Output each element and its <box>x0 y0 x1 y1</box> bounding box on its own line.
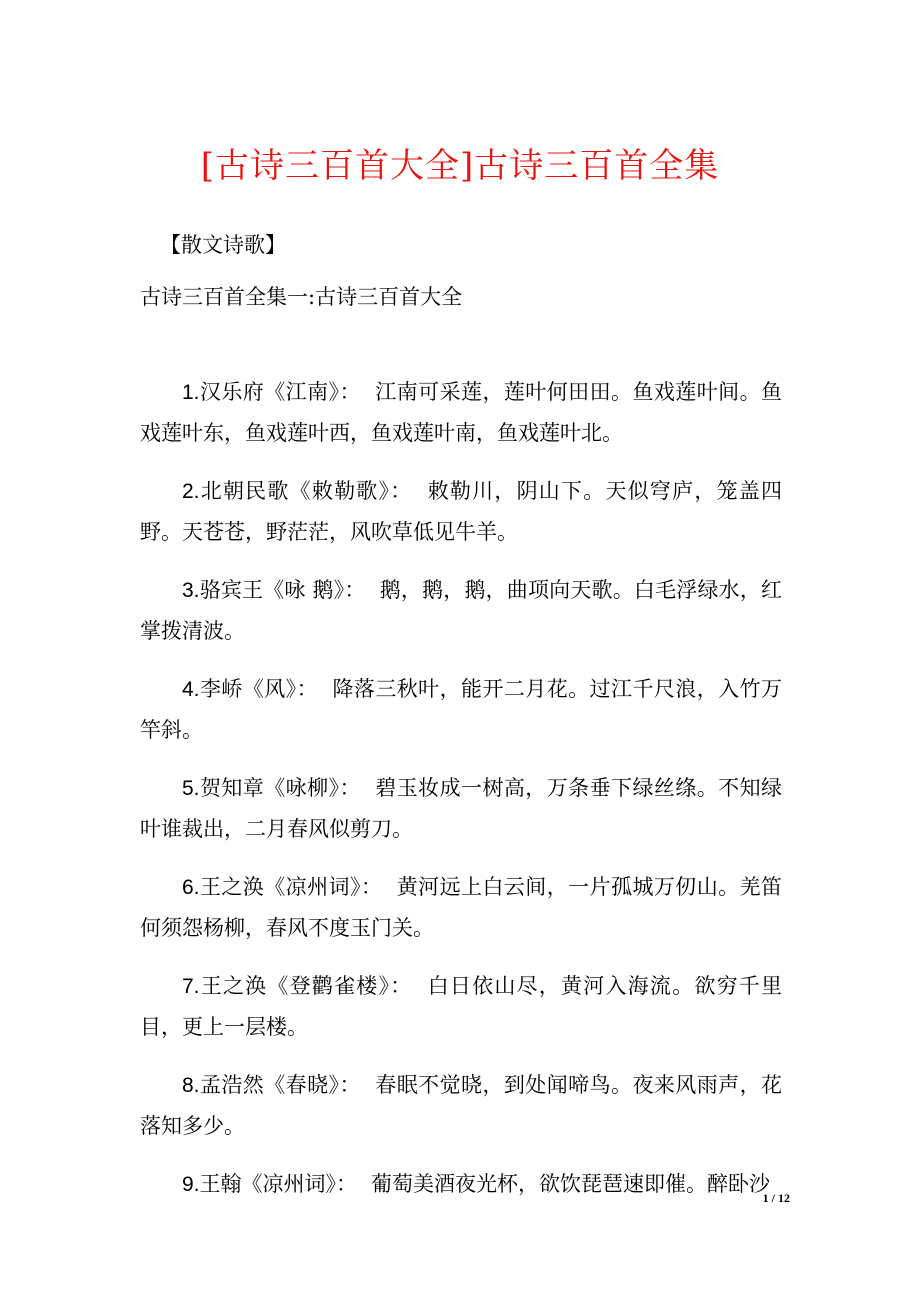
poem-number: 9. <box>182 1173 200 1196</box>
poem-work-title: 《江南》： <box>264 380 361 404</box>
poem-work-title: 《咏 鹅》： <box>263 578 366 602</box>
poem-text: 黄河远上白云间，一片孤城万仞山。羌笛何须怨杨柳，春风不度玉门关。 <box>140 875 783 940</box>
poem-work-title: 《敕勒歌》： <box>289 479 413 503</box>
poem-item <box>140 966 782 1047</box>
poem-work-title: 《风》： <box>242 677 319 701</box>
poem-author: 李峤 <box>199 677 243 701</box>
page-number: 1 / 12 <box>762 1191 790 1205</box>
poem-number: 5. <box>182 777 200 800</box>
poem-item <box>140 372 782 453</box>
poem-text: 葡萄美酒夜光杯，欲饮琵琶速即催。醉卧沙 <box>371 1172 771 1196</box>
poem-item <box>140 867 782 948</box>
category-tag: 【散文诗歌】 <box>160 233 286 257</box>
poem-text: 春眠不觉晓，到处闻啼鸟。夜来风雨声，花落知多少。 <box>140 1073 783 1138</box>
poem-author: 骆宾王 <box>199 578 264 602</box>
poem-number: 6. <box>182 876 200 899</box>
poem-author: 北朝民歌 <box>199 479 290 503</box>
poem-number: 4. <box>182 678 200 701</box>
poem-author: 王之涣 <box>199 974 268 998</box>
document-title: [古诗三百首大全]古诗三百首全集 <box>200 146 720 186</box>
poem-item <box>140 570 782 651</box>
poem-author: 贺知章 <box>199 776 265 800</box>
poem-number: 3. <box>182 579 200 602</box>
poem-number: 8. <box>182 1074 200 1097</box>
poem-list <box>140 372 782 1223</box>
poem-text: 白日依山尽，黄河入海流。欲穷千里目，更上一层楼。 <box>140 974 783 1039</box>
poem-work-title: 《春晓》： <box>264 1073 361 1097</box>
document-subtitle: 古诗三百首全集一:古诗三百首大全 <box>140 285 463 309</box>
poem-author: 王之涣 <box>199 875 265 899</box>
poem-item <box>140 471 782 552</box>
poem-author: 孟浩然 <box>199 1073 265 1097</box>
poem-item <box>140 669 782 750</box>
poem-work-title: 《咏柳》： <box>264 776 361 800</box>
poem-text: 降落三秋叶，能开二月花。过江千尺浪，入竹万竿斜。 <box>140 677 783 742</box>
poem-text: 江南可采莲，莲叶何田田。鱼戏莲叶间。鱼戏莲叶东，鱼戏莲叶西，鱼戏莲叶南，鱼戏莲叶北。 <box>140 380 783 445</box>
poem-author: 汉乐府 <box>199 380 265 404</box>
poem-author: 王翰 <box>199 1172 242 1196</box>
poem-text: 碧玉妆成一树高，万条垂下绿丝绦。不知绿叶谁裁出，二月春风似剪刀。 <box>140 776 783 841</box>
poem-item <box>140 1065 782 1146</box>
poem-number: 2. <box>182 480 200 503</box>
poem-number: 7. <box>182 975 200 998</box>
poem-work-title: 《凉州词》： <box>241 1172 358 1196</box>
poem-work-title: 《登鹳雀楼》： <box>267 974 413 998</box>
poem-text: 敕勒川，阴山下。天似穹庐，笼盖四野。天苍苍，野茫茫，风吹草低见牛羊。 <box>140 479 783 544</box>
poem-work-title: 《凉州词》： <box>264 875 383 899</box>
poem-number: 1. <box>182 381 200 404</box>
poem-item <box>140 1164 782 1205</box>
poem-item <box>140 768 782 849</box>
poem-text: 鹅，鹅，鹅，曲项向天歌。白毛浮绿水，红掌拨清波。 <box>140 578 782 643</box>
